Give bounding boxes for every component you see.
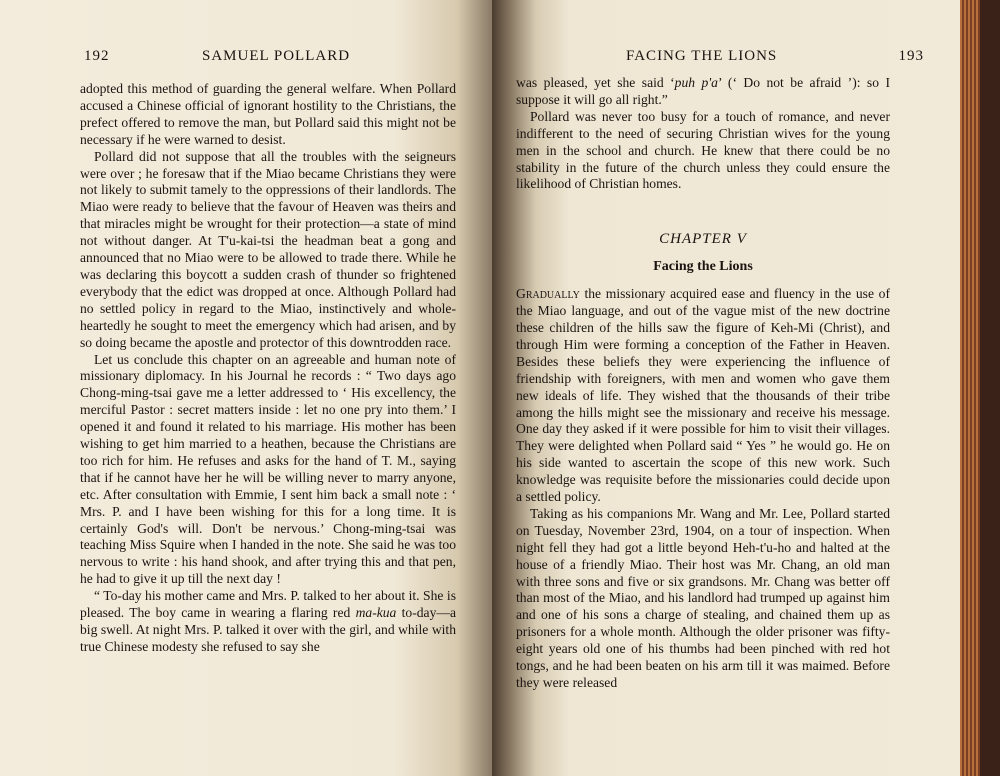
right-opening-start: was pleased, yet she said ‘ — [516, 75, 675, 90]
chapter-label: CHAPTER V — [659, 231, 747, 248]
left-running-title: SAMUEL POLLARD — [202, 48, 351, 64]
right-paragraph-2: Pollard was never too busy for a touch of romance, and never indifferent to the need of securing Christian wives for the young men in the school and church. He knew that there could be no stability in the future of the church unless they could ensure the likelihood of Christian homes. — [516, 108, 890, 192]
right-running-title: FACING THE LIONS — [626, 48, 778, 64]
right-body-text — [516, 75, 890, 692]
right-opening-italic: puh p'a — [674, 75, 718, 90]
chapter-paragraph-1 — [516, 286, 890, 506]
left-paragraph-4-start: “ To-day his mother came and Mrs. P. talked to her about it. She is pleased. The boy came in wearing a flaring red — [80, 588, 456, 621]
left-paragraph-2: Pollard did not suppose that all the troubles with the seigneurs were over ; he foresaw that if the Miao became Christians they were not likely to submit tamely to the oppressions of their landlords. The Miao were ready to believe that the favour of Heaven was theirs and that miracles might be wrought for their protection—a state of mind not without danger. At T'u-kai-tsi the headman beat a gong and announced that no Miao were to be allowed to trade there. While he was declaring this boycott a sudden crash of thunder so frightened everybody that the edict was dropped at once. Although Pollard had no settled policy in regard to the Miao, instinctively and whole-heartedly he sought to meet the emergency which had arisen, and by so doing became the apostle and protector of this downtrodden race. — [80, 148, 456, 350]
chapter-paragraph-2: Taking as his companions Mr. Wang and Mr. Lee, Pollard started on Tuesday, November 23rd, 1904, on a tour of inspection. When night fell they had got a little beyond Heh-t'u-ho and halted at the house of a friendly Miao. Their host was Mr. Chang, an old man with three sons and five or six grandsons. Mr. Chang was better off than most of the Miao, and his landlord had trumped up against him and one of his sons a charge of stealing, and chained them up as prisoners for a whole month. Although the older prisoner was fifty-eight years old one of his thumbs had been pinched with red hot tongs, and he had been beaten on his arm till it was maimed. Before they were released — [516, 505, 890, 690]
left-paragraph-3: Let us conclude this chapter on an agreeable and human note of missionary diplomacy. In his Journal he records : “ Two days ago Chong-ming-tsai gave me a letter addressed to ‘ His excellency, the merciful Pastor : secret matters inside : let no one pry into them.’ I opened it and found it related to his marriage. His mother has been wishing to get him married to a heathen, because the Christians are too rich for him. He refuses and asks for the hand of T. M., saying that if he cannot have her he will be willing never to marry anyone, etc. After consultation with Emmie, I sent him back a small note : ‘ Mrs. P. and I have been wishing for this for a long time. It is certainly God's will. Don't be nervous.’ Chong-ming-tsai was teaching Miss Squire when I handed in the note. She said he was too nervous to write : his hand shook, and after trying this and that pen, he had to give it up till the next day ! — [80, 351, 456, 587]
left-paragraph-1: adopted this method of guarding the general welfare. When Pollard accused a Chinese official of ignorant hostility to the Christians, the prefect offered to remove the man, but Pollard said this might not be necessary if he were warned to desist. — [80, 81, 456, 147]
left-paragraph-4 — [80, 588, 456, 656]
page-edges — [960, 0, 980, 776]
left-paragraph-4-italic: ma-kua — [355, 605, 397, 621]
chapter-paragraph-1-rest: the missionary acquired ease and fluency in the use of the Miao language, and out of the vague mist of the new doctrine these children of the hills saw the figure of Keh-Mi (Christ), and through Him were forming a conception of the Father in Heaven. Besides these beliefs they were experiencing the influence of friendship with foreigners, with men and women who gave them new ideals of life. They wished that the thousands of their tribe among the hills might see the missionary and receive his message. One day they asked if it were possible for him to visit their villages. They were delighted when Pollard said “ Yes ” he would go. He on his side wanted to ascertain the scope of this new work. Such knowledge was requisite before the missionaries could decide upon a settled policy. — [516, 286, 890, 505]
right-page-number: 193 — [898, 48, 924, 64]
left-page — [0, 0, 492, 776]
right-opening-end: ’ (‘ Do not be afraid ’): so I suppose it will go all right.” — [516, 75, 890, 107]
chapter-title: Facing the Lions — [653, 259, 753, 275]
chapter-first-word: Gradually — [516, 286, 580, 302]
left-page-number: 192 — [84, 48, 110, 64]
left-body-text — [80, 81, 456, 656]
right-page — [492, 0, 980, 776]
right-opening-paragraph — [516, 75, 890, 109]
left-paragraph-4-end: to-day—a big swell. At night Mrs. P. talked it over with the girl, and while with true Chinese modesty she refused to say she — [80, 605, 456, 654]
